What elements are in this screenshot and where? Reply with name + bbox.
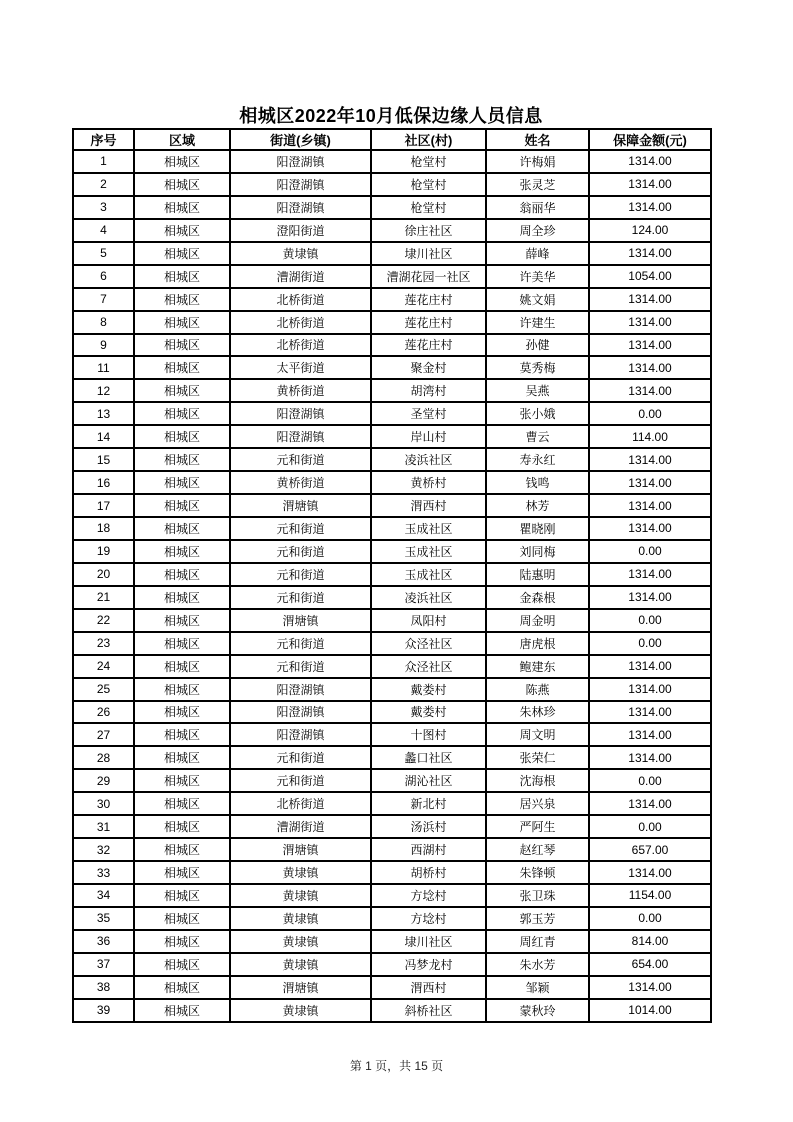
table-cell: 相城区 [134,540,230,563]
table-cell: 1314.00 [589,655,711,678]
table-cell: 1314.00 [589,678,711,701]
page-number: 第 1 页，共 15 页 [349,1059,444,1073]
table-cell: 周红青 [486,930,589,953]
table-cell: 枪堂村 [371,150,486,173]
table-cell: 7 [73,288,134,311]
table-row [73,334,711,357]
table-cell: 渭塘镇 [230,494,371,517]
table-cell: 孙健 [486,334,589,357]
table-cell: 张小娥 [486,402,589,425]
table-cell: 莲花庄村 [371,288,486,311]
table-cell: 29 [73,769,134,792]
table-cell: 25 [73,678,134,701]
table-row [73,723,711,746]
table-row [73,792,711,815]
table-cell: 相城区 [134,356,230,379]
table-cell: 3 [73,196,134,219]
table-cell: 0.00 [589,769,711,792]
table-cell: 相城区 [134,769,230,792]
table-cell: 冯梦龙村 [371,953,486,976]
table-cell: 相城区 [134,907,230,930]
table-cell: 1 [73,150,134,173]
table-cell: 张灵芝 [486,173,589,196]
table-cell: 1314.00 [589,723,711,746]
table-cell: 相城区 [134,494,230,517]
table-cell: 黄埭镇 [230,242,371,265]
table-cell: 元和街道 [230,632,371,655]
table-cell: 1314.00 [589,494,711,517]
table-cell: 刘同梅 [486,540,589,563]
table-cell: 0.00 [589,402,711,425]
table-cell: 20 [73,563,134,586]
table-cell: 黄桥村 [371,471,486,494]
table-cell: 0.00 [589,907,711,930]
table-row [73,471,711,494]
table-cell: 黄埭镇 [230,861,371,884]
table-cell: 莫秀梅 [486,356,589,379]
table-row [73,402,711,425]
table-cell: 12 [73,379,134,402]
table-cell: 814.00 [589,930,711,953]
table-cell: 西湖村 [371,838,486,861]
table-cell: 汤浜村 [371,815,486,838]
table-cell: 元和街道 [230,769,371,792]
page-title: 相城区2022年10月低保边缘人员信息 [239,106,543,126]
table-cell: 圣堂村 [371,402,486,425]
table-row [73,356,711,379]
table-row [73,838,711,861]
table-row [73,494,711,517]
table-cell: 1314.00 [589,586,711,609]
table-cell: 14 [73,425,134,448]
table-cell: 北桥街道 [230,311,371,334]
table-cell: 钱鸣 [486,471,589,494]
table-cell: 渭塘镇 [230,609,371,632]
table-cell: 玉成社区 [371,540,486,563]
table-cell: 相城区 [134,173,230,196]
table-cell: 1314.00 [589,334,711,357]
table-cell: 黄埭镇 [230,999,371,1022]
table-cell: 1314.00 [589,173,711,196]
table-cell: 2 [73,173,134,196]
table-cell: 埭川社区 [371,930,486,953]
table-cell: 北桥街道 [230,792,371,815]
column-header: 保障金额(元) [589,129,711,150]
table-cell: 胡湾村 [371,379,486,402]
table-row [73,632,711,655]
table-cell: 27 [73,723,134,746]
table-cell: 39 [73,999,134,1022]
table-cell: 漕湖街道 [230,815,371,838]
table-row [73,746,711,769]
table-cell: 周全珍 [486,219,589,242]
table-cell: 1154.00 [589,884,711,907]
table-cell: 相城区 [134,448,230,471]
table-cell: 埭川社区 [371,242,486,265]
table-cell: 众泾社区 [371,632,486,655]
table-cell: 相城区 [134,632,230,655]
table-row [73,288,711,311]
table-cell: 吴燕 [486,379,589,402]
table-cell: 阳澄湖镇 [230,701,371,724]
table-cell: 戴娄村 [371,701,486,724]
table-cell: 1054.00 [589,265,711,288]
table-cell: 郭玉芳 [486,907,589,930]
table-row [73,265,711,288]
table-cell: 朱林珍 [486,701,589,724]
table-cell: 相城区 [134,425,230,448]
column-header: 区域 [134,129,230,150]
table-cell: 1314.00 [589,242,711,265]
benefits-table [72,128,712,1023]
table-cell: 赵红琴 [486,838,589,861]
table-cell: 阳澄湖镇 [230,678,371,701]
table-cell: 相城区 [134,953,230,976]
table-row [73,953,711,976]
table-cell: 黄埭镇 [230,907,371,930]
table-cell: 玉成社区 [371,517,486,540]
table-row [73,907,711,930]
table-cell: 37 [73,953,134,976]
table-cell: 31 [73,815,134,838]
table-cell: 6 [73,265,134,288]
table-cell: 徐庄社区 [371,219,486,242]
table-cell: 北桥街道 [230,288,371,311]
table-row [73,425,711,448]
table-cell: 沈海根 [486,769,589,792]
table-cell: 相城区 [134,196,230,219]
table-cell: 众泾社区 [371,655,486,678]
table-cell: 元和街道 [230,540,371,563]
table-row [73,173,711,196]
table-cell: 相城区 [134,930,230,953]
table-cell: 朱水芳 [486,953,589,976]
table-cell: 30 [73,792,134,815]
table-cell: 1314.00 [589,792,711,815]
table-cell: 17 [73,494,134,517]
table-cell: 阳澄湖镇 [230,173,371,196]
table-cell: 18 [73,517,134,540]
table-header [73,129,711,150]
table-cell: 相城区 [134,999,230,1022]
table-cell: 姚文娟 [486,288,589,311]
table-cell: 1314.00 [589,861,711,884]
table-cell: 相城区 [134,563,230,586]
table-cell: 莲花庄村 [371,311,486,334]
table-cell: 林芳 [486,494,589,517]
table-cell: 元和街道 [230,448,371,471]
table-cell: 莲花庄村 [371,334,486,357]
table-cell: 114.00 [589,425,711,448]
table-cell: 相城区 [134,150,230,173]
table-cell: 许美华 [486,265,589,288]
table-cell: 22 [73,609,134,632]
table-row [73,517,711,540]
table-cell: 渭西村 [371,976,486,999]
table-row [73,311,711,334]
table-cell: 1314.00 [589,471,711,494]
table-cell: 十图村 [371,723,486,746]
table-cell: 相城区 [134,471,230,494]
table-row [73,219,711,242]
table-cell: 方埝村 [371,884,486,907]
table-cell: 相城区 [134,402,230,425]
table-cell: 相城区 [134,242,230,265]
table-cell: 陈燕 [486,678,589,701]
table-cell: 新北村 [371,792,486,815]
table-cell: 1314.00 [589,976,711,999]
table-cell: 黄桥街道 [230,471,371,494]
table-cell: 漕湖花园一社区 [371,265,486,288]
table-cell: 斜桥社区 [371,999,486,1022]
table-row [73,540,711,563]
table-cell: 36 [73,930,134,953]
table-cell: 1314.00 [589,563,711,586]
table-cell: 26 [73,701,134,724]
table-cell: 相城区 [134,655,230,678]
column-header: 社区(村) [371,129,486,150]
table-cell: 阳澄湖镇 [230,425,371,448]
table-cell: 16 [73,471,134,494]
table-row [73,242,711,265]
table-cell: 邹颖 [486,976,589,999]
table-cell: 654.00 [589,953,711,976]
table-cell: 相城区 [134,379,230,402]
column-header: 街道(乡镇) [230,129,371,150]
column-header: 姓名 [486,129,589,150]
table-cell: 相城区 [134,976,230,999]
table-cell: 瞿晓刚 [486,517,589,540]
table-cell: 金森根 [486,586,589,609]
table-cell: 黄埭镇 [230,930,371,953]
table-row [73,586,711,609]
table-cell: 1314.00 [589,448,711,471]
table-cell: 0.00 [589,609,711,632]
table-cell: 玉成社区 [371,563,486,586]
table-cell: 元和街道 [230,655,371,678]
table-cell: 相城区 [134,517,230,540]
table-cell: 11 [73,356,134,379]
table-cell: 4 [73,219,134,242]
table-cell: 33 [73,861,134,884]
table-cell: 黄埭镇 [230,884,371,907]
table-cell: 凌浜社区 [371,448,486,471]
table-cell: 相城区 [134,288,230,311]
table-cell: 阳澄湖镇 [230,150,371,173]
column-header: 序号 [73,129,134,150]
table-cell: 曹云 [486,425,589,448]
table-row [73,769,711,792]
table-cell: 0.00 [589,632,711,655]
table-cell: 周文明 [486,723,589,746]
table-cell: 聚金村 [371,356,486,379]
table-cell: 1314.00 [589,311,711,334]
table-cell: 严阿生 [486,815,589,838]
table-cell: 凤阳村 [371,609,486,632]
table-cell: 阳澄湖镇 [230,196,371,219]
table-cell: 阳澄湖镇 [230,723,371,746]
table-cell: 32 [73,838,134,861]
table-cell: 15 [73,448,134,471]
table-cell: 1314.00 [589,517,711,540]
table-cell: 漕湖街道 [230,265,371,288]
table-cell: 黄桥街道 [230,379,371,402]
table-row [73,815,711,838]
table-cell: 21 [73,586,134,609]
table-cell: 方埝村 [371,907,486,930]
table-row [73,930,711,953]
table-cell: 0.00 [589,540,711,563]
table-cell: 元和街道 [230,586,371,609]
table-cell: 太平街道 [230,356,371,379]
table-cell: 朱锋顿 [486,861,589,884]
table-cell: 黄埭镇 [230,953,371,976]
table-row [73,563,711,586]
table-row [73,196,711,219]
table-cell: 1014.00 [589,999,711,1022]
table-cell: 岸山村 [371,425,486,448]
table-row [73,150,711,173]
table-body [73,150,711,1022]
table-cell: 张荣仁 [486,746,589,769]
table-cell: 23 [73,632,134,655]
table-cell: 0.00 [589,815,711,838]
table-cell: 北桥街道 [230,334,371,357]
table-cell: 1314.00 [589,379,711,402]
table-cell: 相城区 [134,265,230,288]
table-cell: 许建生 [486,311,589,334]
table-cell: 8 [73,311,134,334]
table-row [73,884,711,907]
table-row [73,861,711,884]
table-cell: 1314.00 [589,196,711,219]
table-cell: 枪堂村 [371,173,486,196]
table-row [73,999,711,1022]
table-cell: 元和街道 [230,563,371,586]
table-cell: 相城区 [134,334,230,357]
table-cell: 相城区 [134,815,230,838]
table-cell: 9 [73,334,134,357]
table-row [73,609,711,632]
table-cell: 相城区 [134,746,230,769]
table-cell: 124.00 [589,219,711,242]
table-cell: 蠡口社区 [371,746,486,769]
table-cell: 相城区 [134,792,230,815]
table-cell: 居兴泉 [486,792,589,815]
table-row [73,678,711,701]
table-cell: 蒙秋玲 [486,999,589,1022]
table-cell: 24 [73,655,134,678]
table-cell: 鲍建东 [486,655,589,678]
table-cell: 戴娄村 [371,678,486,701]
table-cell: 唐虎根 [486,632,589,655]
table-cell: 寿永红 [486,448,589,471]
table-cell: 元和街道 [230,517,371,540]
table-cell: 相城区 [134,311,230,334]
table-cell: 19 [73,540,134,563]
table-cell: 657.00 [589,838,711,861]
table-cell: 相城区 [134,678,230,701]
table-cell: 渭塘镇 [230,976,371,999]
table-cell: 1314.00 [589,288,711,311]
table-row [73,448,711,471]
table-cell: 1314.00 [589,746,711,769]
table-cell: 陆惠明 [486,563,589,586]
table-cell: 凌浜社区 [371,586,486,609]
table-cell: 渭西村 [371,494,486,517]
table-cell: 相城区 [134,838,230,861]
table-cell: 澄阳街道 [230,219,371,242]
table-row [73,379,711,402]
table-cell: 34 [73,884,134,907]
table-cell: 相城区 [134,219,230,242]
table-cell: 枪堂村 [371,196,486,219]
table-cell: 相城区 [134,701,230,724]
table-cell: 相城区 [134,861,230,884]
table-cell: 相城区 [134,884,230,907]
table-cell: 湖沁社区 [371,769,486,792]
table-cell: 阳澄湖镇 [230,402,371,425]
table-cell: 相城区 [134,586,230,609]
table-cell: 38 [73,976,134,999]
table-cell: 5 [73,242,134,265]
table-row [73,976,711,999]
table-cell: 薛峰 [486,242,589,265]
table-cell: 1314.00 [589,356,711,379]
table-cell: 许梅娟 [486,150,589,173]
table-cell: 胡桥村 [371,861,486,884]
table-cell: 相城区 [134,723,230,746]
table-cell: 13 [73,402,134,425]
table-cell: 35 [73,907,134,930]
table-cell: 1314.00 [589,150,711,173]
table-cell: 翁丽华 [486,196,589,219]
table-cell: 张卫珠 [486,884,589,907]
table-cell: 1314.00 [589,701,711,724]
table-cell: 元和街道 [230,746,371,769]
table-cell: 相城区 [134,609,230,632]
table-cell: 28 [73,746,134,769]
table-cell: 渭塘镇 [230,838,371,861]
table-row [73,701,711,724]
table-cell: 周金明 [486,609,589,632]
table-row [73,655,711,678]
table-header-row [73,129,711,150]
